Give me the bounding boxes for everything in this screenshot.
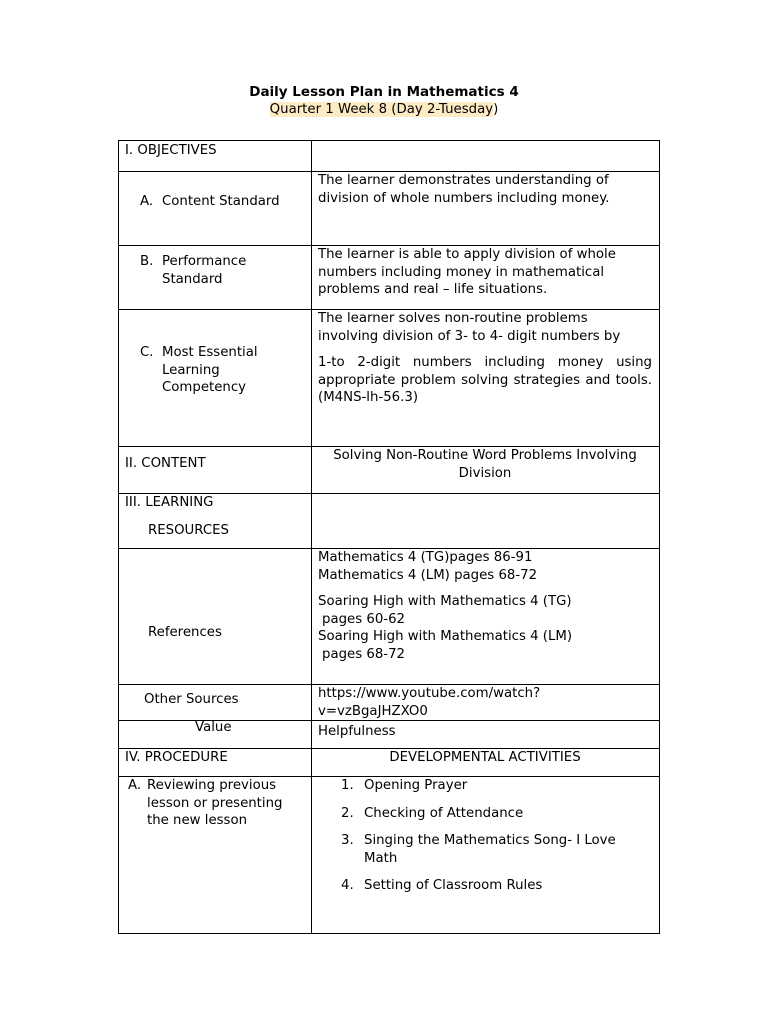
step-a-label-cell <box>119 777 312 934</box>
other-sources-url-line2: v=vzBgaJHZXO0 <box>318 703 428 719</box>
other-sources-text-cell <box>312 685 660 721</box>
list-item: 3. Singing the Mathematics Song- I Love Math <box>341 833 616 866</box>
competency-text-cell <box>312 310 660 447</box>
references-label-cell <box>119 549 312 685</box>
references-label: References <box>148 625 222 640</box>
reference-line-2: Mathematics 4 (LM) pages 68-72 <box>318 567 538 583</box>
competency-label-line2: Learning <box>162 362 220 378</box>
objectives-heading: I. OBJECTIVES <box>125 143 217 158</box>
other-sources-url-line1: https://www.youtube.com/watch? <box>318 686 541 701</box>
value-text-cell <box>312 721 660 749</box>
content-standard-label-cell <box>119 172 312 246</box>
content-row <box>119 447 660 494</box>
learning-resources-heading-cell <box>119 494 312 549</box>
performance-standard-text-cell <box>312 246 660 310</box>
procedure-heading-cell <box>119 749 312 777</box>
content-text: Solving Non-Routine Word Problems Involving Division <box>333 448 637 481</box>
competency-label-cell <box>119 310 312 447</box>
content-standard-text: The learner demonstrates understanding of division of whole numbers including money. <box>318 173 610 206</box>
learning-resources-heading-line2: RESOURCES <box>148 522 229 538</box>
subtitle-tail: ) <box>493 102 499 117</box>
step-a-letter: A. <box>128 778 142 793</box>
references-row <box>119 549 660 685</box>
activities-heading: DEVELOPMENTAL ACTIVITIES <box>389 750 581 765</box>
reference-line-3: Soaring High with Mathematics 4 (TG) <box>318 594 572 609</box>
learning-resources-row <box>119 494 660 549</box>
content-standard-label: Content Standard <box>162 194 280 209</box>
objectives-empty-cell <box>312 141 660 172</box>
value-row <box>119 721 660 749</box>
competency-letter: C. <box>140 345 154 360</box>
step-a-row <box>119 777 660 934</box>
reference-line-1: Mathematics 4 (TG)pages 86-91 <box>318 550 533 565</box>
step-a-label-line3: the new lesson <box>147 813 248 828</box>
performance-standard-label-cell <box>119 246 312 310</box>
activities-list-cell <box>312 777 660 934</box>
performance-standard-letter: B. <box>140 254 154 269</box>
competency-label-line3: Competency <box>162 380 246 395</box>
list-item: 4. Setting of Classroom Rules <box>341 878 543 893</box>
objectives-heading-cell <box>119 141 312 172</box>
content-standard-letter: A. <box>140 194 154 209</box>
procedure-row <box>119 749 660 777</box>
learning-resources-heading-line1: III. LEARNING <box>125 495 214 510</box>
list-item: 2. Checking of Attendance <box>341 805 524 821</box>
activities-list <box>312 777 659 895</box>
content-heading: II. CONTENT <box>125 456 206 471</box>
other-sources-row <box>119 685 660 721</box>
other-sources-label: Other Sources <box>144 692 239 707</box>
learning-resources-empty-cell <box>312 494 660 549</box>
step-a-label-line1: Reviewing previous <box>147 778 277 793</box>
reference-line-6: pages 68-72 <box>322 646 406 662</box>
subtitle-highlight: Quarter 1 Week 8 (Day 2-Tuesday <box>269 102 494 117</box>
document-title: Daily Lesson Plan in Mathematics 4 <box>249 84 519 100</box>
content-standard-text-cell <box>312 172 660 246</box>
competency-text-part2: 1-to 2-digit numbers including money using appropriate problem solving strategies and tools. (M4NS-lh-56.3) <box>318 355 652 405</box>
reference-line-5: Soaring High with Mathematics 4 (LM) <box>318 629 573 644</box>
procedure-heading: IV. PROCEDURE <box>125 750 228 765</box>
list-item: 1. Opening Prayer <box>341 778 468 793</box>
content-text-cell <box>312 447 660 494</box>
performance-standard-row <box>119 246 660 310</box>
lesson-plan-table <box>118 140 660 934</box>
competency-text-part1: The learner solves non-routine problems involving division of 3- to 4- digit numbers by <box>318 311 621 344</box>
objectives-row <box>119 141 660 172</box>
value-label: Value <box>195 720 232 735</box>
performance-standard-text: The learner is able to apply division of whole numbers including money in mathematical problems and real – life situations. <box>318 247 616 297</box>
references-text-cell <box>312 549 660 685</box>
activities-heading-cell <box>312 749 660 777</box>
step-a-label-line2: lesson or presenting <box>147 795 283 811</box>
document-subtitle <box>0 102 768 117</box>
reference-line-4: pages 60-62 <box>322 611 406 627</box>
competency-row <box>119 310 660 447</box>
content-standard-row <box>119 172 660 246</box>
value-label-cell <box>119 721 312 749</box>
content-heading-cell <box>119 447 312 494</box>
performance-standard-label-line2: Standard <box>162 271 223 287</box>
value-text: Helpfulness <box>318 724 396 739</box>
performance-standard-label-line1: Performance <box>162 254 247 269</box>
other-sources-label-cell <box>119 685 312 721</box>
competency-label-line1: Most Essential <box>162 345 258 360</box>
